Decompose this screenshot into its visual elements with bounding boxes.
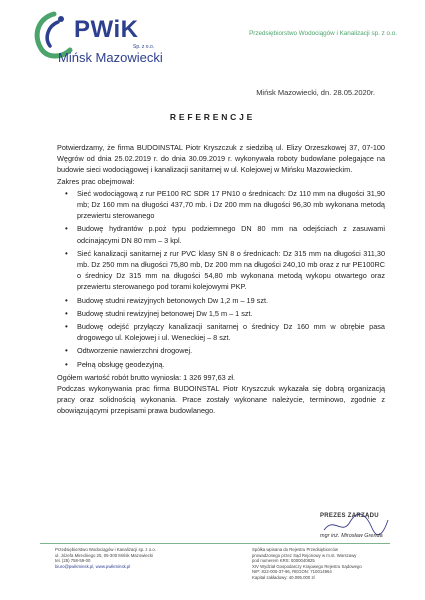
footer-line-text: prowadzonego przez Sąd Rejonowy w m.st. Warszawy	[252, 552, 357, 558]
logo-name: PWiK	[74, 16, 139, 43]
date-line: Mińsk Mazowiecki, dn. 28.05.2020r.	[256, 88, 375, 97]
list-item: • Pełną obsługę geodezyjną.	[63, 359, 385, 370]
footer-line-text: XIV Wydział Gospodarczy Krajowego Rejestru Sądowego	[252, 563, 362, 569]
footer-registry	[252, 547, 402, 581]
company-header: Przedsiębiorstwo Wodociągów i Kanalizacji sp. z o.o.	[249, 30, 397, 37]
logo-legal-form: Sp. z o.o.	[133, 44, 155, 50]
logo-city: Mińsk Mazowiecki	[58, 50, 163, 65]
footer-line-text: Kapitał zakładowy: 40.095.000 zł	[252, 574, 315, 580]
list-item: • Budowę hydrantów p.poż typu podziemnego DN 80 mm na odejściach z zasuwami odcinającymi DN 80 mm – 3 kpl.	[63, 223, 385, 245]
signatory-name: mgr inż. Mirosław Grenda	[320, 533, 383, 539]
letter-body	[57, 142, 385, 417]
footer-line-text: Przedsiębiorstwo Wodociągów i Kanalizacji sp. z o.o.	[55, 547, 156, 552]
total-value: Ogółem wartość robót brutto wyniosła: 1 326 997,63 zł.	[57, 372, 236, 382]
scope-heading: Zakres prac obejmował:	[57, 176, 135, 186]
list-item: • Odtworzenie nawierzchni drogowej.	[63, 345, 385, 356]
footer-divider	[40, 543, 390, 544]
footer-line-text: ul. Józefa Mireckiego 25, 05-300 Mińsk Mazowiecki	[55, 552, 153, 558]
footer-contact	[55, 547, 205, 569]
footer-line-text: pod numerem KRS: 0000040825	[252, 558, 315, 564]
list-item: • Sieć kanalizacji sanitarnej z rur PVC klasy SN 8 o średnicach: Dz 315 mm na długości 311,30 mb. Dz 250 mm na długości 75,80 mb, Dz 200 mm na długości 240,10 mb oraz z rur PE100RC o średnicy Dz 315 mm na długości 54,80 mb wykonana metodą wykopu otwartego oraz przewiertu sterowanego pod torami kolejowymi PKP.	[63, 248, 385, 293]
president-stamp: PREZES ZARZĄDU	[320, 513, 379, 519]
footer-email-web-link[interactable]: biuro@pwikminsk.pl, www.pwikminsk.pl	[55, 563, 131, 569]
document-title: REFERENCJE	[169, 112, 256, 122]
footer-line-text: Spółka wpisana do Rejestru Przedsiębiorców	[252, 547, 338, 552]
list-item: • Budowę studni rewizyjnej betonowej Dw 1,5 m – 1 szt.	[63, 308, 385, 319]
intro-paragraph: Potwierdzamy, że firma BUDOINSTAL Piotr Kryszczuk z siedzibą ul. Elizy Orzeszkowej 37, 07-100 Węgrów od dnia 25.02.2019 r. do dnia 30.09.2019 r. wykonywała roboty budowlane polegające na budowie sieci wodociągowej i kanalizacji sanitarnej w ul. Kolejowej w Mińsku Mazowieckim.	[57, 143, 385, 175]
closing-paragraph: Podczas wykonywania prac firma BUDOINSTAL Piotr Kryszczuk wykazała się dobrą organizacją pracy oraz solidnością wykonania. Prace zostały wykonane należycie, terminowo, zgodnie z obowiązującymi przepisami prawa budowlanego.	[57, 384, 385, 416]
footer-line-text: tel. (25) 758-59-00	[55, 558, 91, 564]
scope-list	[57, 188, 385, 370]
pwik-logo	[30, 10, 170, 68]
footer-line-text: NIP: 822-000-37-96, REGON: 710014964	[252, 569, 332, 575]
list-item: • Sieć wodociągową z rur PE100 RC SDR 17 PN10 o średnicach: Dz 110 mm na długości 31,90 mb; Dz 160 mm na długości 437,70 mb. i Dz 200 mm na długości 96,30 mb wykonana metodą przewiertu sterowanego	[63, 188, 385, 222]
list-item: • Budowę odejść przyłączy kanalizacji sanitarnej o średnicy Dz 160 mm w obrębie pasa drogowego ul. Kolejowej i ul. Weneckiej – 8 szt.	[63, 321, 385, 343]
list-item: • Budowę studni rewizyjnych betonowych Dw 1,2 m – 19 szt.	[63, 295, 385, 306]
